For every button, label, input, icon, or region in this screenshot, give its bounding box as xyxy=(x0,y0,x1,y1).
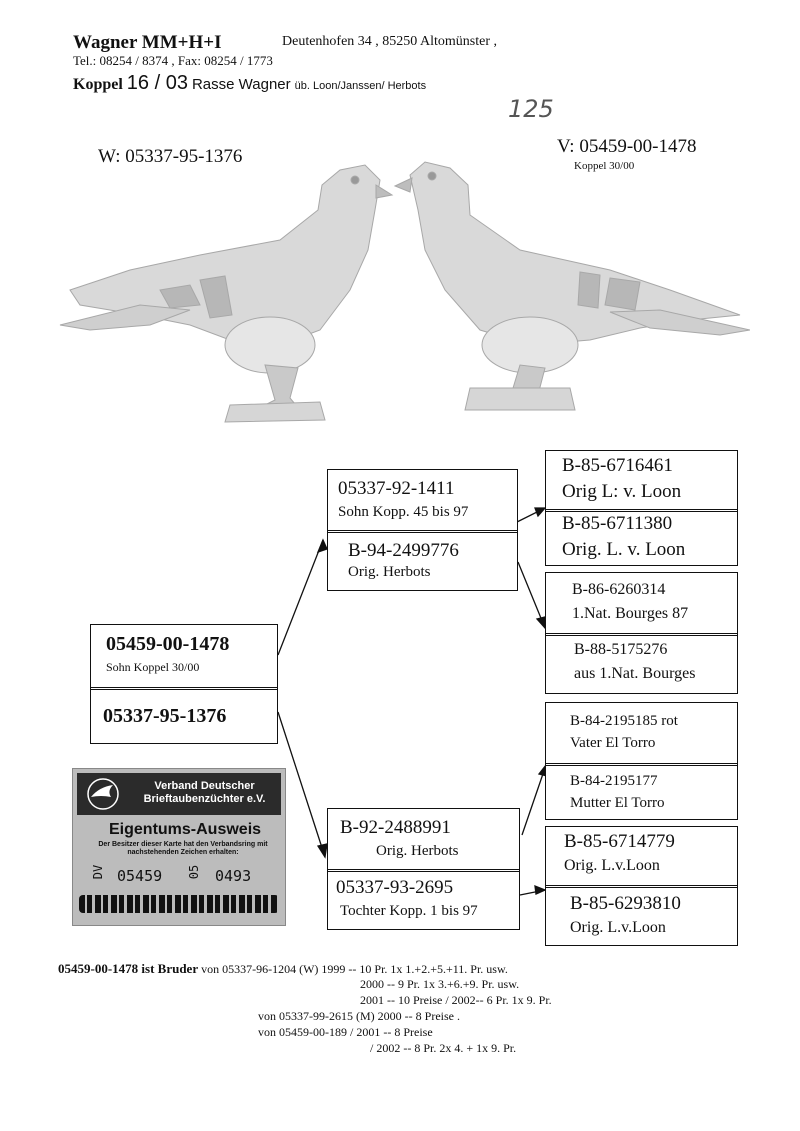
grandparent-3-note: 1.Nat. Bourges 87 xyxy=(572,605,689,622)
grandparent-pair-2-box xyxy=(545,572,738,694)
card-prefix: DV xyxy=(91,864,106,880)
breeder-phone: Tel.: 08254 / 8374 , Fax: 08254 / 1773 xyxy=(73,53,273,68)
grandparent-4-note: aus 1.Nat. Bourges xyxy=(574,665,696,682)
footer-line-4: von 05337-99-2615 (M) 2000 -- 8 Preise . xyxy=(258,1009,460,1023)
card-number-3: 0493 xyxy=(215,867,252,885)
grandparent-1-number: B-85-6716461 xyxy=(562,455,673,476)
root-sire-number: 05459-00-1478 xyxy=(106,633,230,655)
card-organization xyxy=(132,780,277,806)
grandparent-2-note: Orig. L. v. Loon xyxy=(562,539,686,560)
grandparent-pair-4-box xyxy=(545,826,738,946)
parent-sire-pair-box xyxy=(327,469,518,591)
root-dam-number: 05337-95-1376 xyxy=(103,705,227,727)
pigeon-logo-icon xyxy=(83,777,123,811)
rasse-main: Rasse Wagner xyxy=(191,76,291,93)
parent-dam-sire-number: B-92-2488991 xyxy=(340,817,451,838)
ownership-card xyxy=(72,768,286,926)
root-sire-note: Sohn Koppel 30/00 xyxy=(106,660,200,674)
card-number-1: 05459 xyxy=(117,867,163,885)
card-org-line2: Brieftaubenzüchter e.V. xyxy=(143,793,266,805)
parent-sire-dam-note: Orig. Herbots xyxy=(348,564,431,580)
card-header xyxy=(77,773,281,815)
grandparent-1-note: Orig L: v. Loon xyxy=(562,481,682,502)
card-number-2: 05 xyxy=(187,864,202,880)
footer-line-5: von 05459-00-189 / 2001 -- 8 Preise xyxy=(258,1025,433,1039)
grandparent-6-number: B-84-2195177 xyxy=(570,773,658,789)
grandparent-5-note: Vater El Torro xyxy=(570,735,656,751)
rasse-sub: üb. Loon/Janssen/ Herbots xyxy=(294,80,427,92)
footer-line-1-text: von 05337-96-1204 (W) 1999 -- 10 Pr. 1x 1.+2.+5.+11. Pr. usw. xyxy=(201,962,508,976)
root-pair-box xyxy=(90,624,278,744)
parent-sire-dam-number: B-94-2499776 xyxy=(348,540,459,561)
koppel-number: 16 / 03 xyxy=(126,72,188,94)
koppel-label: Koppel xyxy=(73,76,123,93)
footer-line-3: 2001 -- 10 Preise / 2002-- 6 Pr. 1x 9. Pr. xyxy=(360,993,552,1007)
parent-dam-number: 05337-93-2695 xyxy=(336,877,454,898)
card-org-line1: Verband Deutscher xyxy=(154,780,255,792)
parent-sire-note: Sohn Kopp. 45 bis 97 xyxy=(338,504,469,520)
grandparent-2-number: B-85-6711380 xyxy=(562,513,673,534)
breeder-address: Deutenhofen 34 , 85250 Altomünster , xyxy=(282,34,498,49)
parent-sire-number: 05337-92-1411 xyxy=(338,478,455,499)
card-ring-number xyxy=(91,863,271,889)
grandparent-8-number: B-85-6293810 xyxy=(570,893,681,914)
footer-line-1 xyxy=(58,961,508,977)
footer-line-6: / 2002 -- 8 Pr. 2x 4. + 1x 9. Pr. xyxy=(370,1041,517,1055)
card-ornament-strip xyxy=(79,895,279,913)
grandparent-5-number: B-84-2195185 rot xyxy=(570,713,678,729)
parent-dam-sire-note: Orig. Herbots xyxy=(376,843,459,859)
parent-dam-pair-box xyxy=(327,808,520,930)
handwritten-number: 125 xyxy=(508,95,554,123)
cock-koppel: Koppel 30/00 xyxy=(574,160,635,172)
grandparent-7-number: B-85-6714779 xyxy=(564,831,675,852)
grandparent-4-number: B-88-5175276 xyxy=(574,641,668,658)
footer-bold: 05459-00-1478 ist Bruder xyxy=(58,961,199,976)
breeder-name: Wagner MM+H+I xyxy=(73,32,222,53)
grandparent-pair-1-box xyxy=(545,450,738,566)
grandparent-7-note: Orig. L.v.Loon xyxy=(564,857,660,874)
card-note: Der Besitzer dieser Karte hat den Verbandsring mit nachstehenden Zeichen erhalten: xyxy=(98,841,268,856)
hen-label: W: 05337-95-1376 xyxy=(98,146,243,167)
grandparent-3-number: B-86-6260314 xyxy=(572,581,666,598)
grandparent-pair-3-box xyxy=(545,702,738,820)
footer-line-2: 2000 -- 9 Pr. 1x 3.+6.+9. Pr. usw. xyxy=(360,977,520,991)
card-title: Eigentums-Ausweis xyxy=(109,821,262,838)
grandparent-8-note: Orig. L.v.Loon xyxy=(570,919,666,936)
cock-label: V: 05459-00-1478 xyxy=(557,136,697,157)
parent-dam-note: Tochter Kopp. 1 bis 97 xyxy=(340,903,478,919)
grandparent-6-note: Mutter El Torro xyxy=(570,795,665,811)
